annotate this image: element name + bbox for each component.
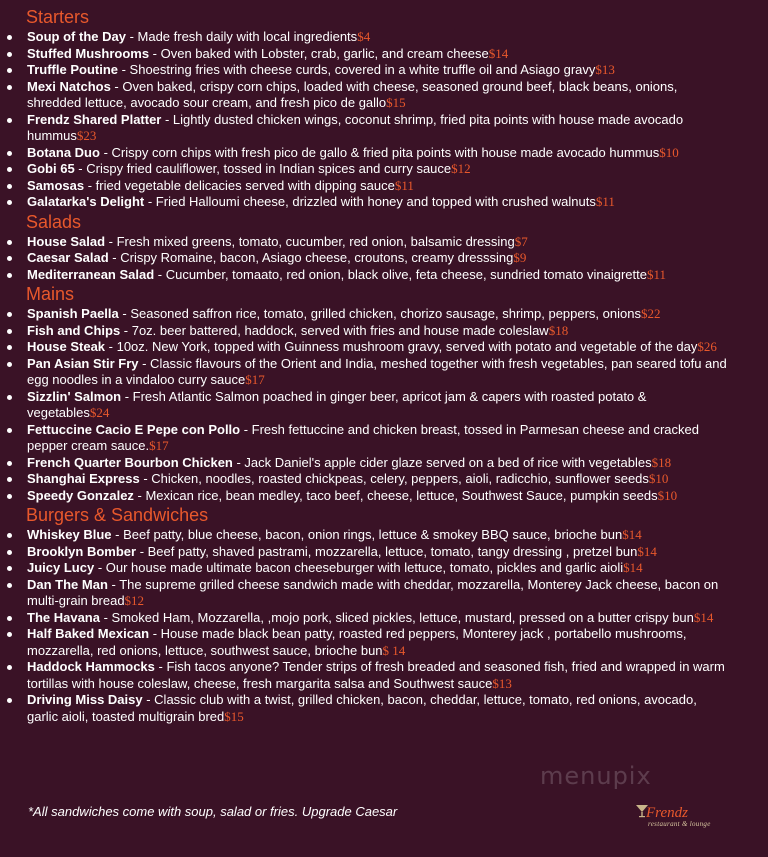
item-name: Spanish Paella: [27, 306, 119, 321]
item-name: Soup of the Day: [27, 29, 126, 44]
item-description: - Made fresh daily with local ingredients: [125, 29, 358, 44]
item-description: - Seasoned saffron rice, tomato, grilled chicken, chorizo sausage, shrimp, peppers, onions: [118, 306, 641, 321]
section-title: Salads: [26, 211, 82, 232]
logo-tagline: restaurant & lounge: [648, 820, 711, 828]
section-title: Mains: [26, 284, 75, 304]
menu-item: [0, 29, 768, 46]
item-price: $18: [651, 454, 672, 470]
item-price: $11: [595, 194, 615, 209]
menu-section: [0, 6, 768, 211]
item-price: $15: [224, 708, 244, 724]
item-name: Samosas: [27, 177, 85, 193]
item-price: $14: [637, 543, 657, 559]
item-description: - House made black bean patty, roasted red peppers, Monterey jack , portabello mushrooms, mozzarella, red onions, lettuce, southwest sauce, brioche bun: [27, 626, 687, 658]
item-description: - Shoestring fries with cheese curds, covered in a white truffle oil and Asiago gravy: [118, 62, 596, 77]
menu-item: [0, 389, 768, 422]
item-name: Botana Duo: [27, 144, 100, 160]
item-name: Driving Miss Daisy: [27, 692, 143, 707]
restaurant-logo: [640, 806, 740, 828]
item-price: $12: [124, 593, 145, 608]
item-name: House Steak: [27, 339, 106, 354]
item-description: - Oven baked, crispy corn chips, loaded with cheese, seasoned ground beef, black beans, onions, shredded lettuce, avocado sour cream, and fresh pico de gallo: [27, 78, 678, 110]
menu-section: [0, 504, 768, 725]
menu-item: [0, 692, 768, 725]
item-description: - Crispy corn chips with fresh pico de gallo & fried pita points with house made avocado hummus: [99, 144, 660, 160]
menu-item: [0, 112, 768, 145]
item-name: Half Baked Mexican: [27, 626, 150, 641]
menu-item: [0, 145, 768, 162]
item-name: Gobi 65: [27, 161, 75, 176]
menu-item: [0, 234, 768, 251]
item-price: $24: [89, 405, 110, 420]
menu-item: [0, 544, 768, 561]
item-name: Haddock Hammocks: [27, 659, 155, 674]
item-description: - 10oz. New York, topped with Guinness mushroom gravy, served with potato and vegetable of the day: [105, 339, 698, 354]
item-description: - Classic club with a twist, grilled chicken, bacon, cheddar, lettuce, tomato, red onions, avocado, garlic aioli, toasted multigrain bred: [27, 692, 697, 724]
item-description: - Fresh mixed greens, tomato, cucumber, red onion, balsamic dressing: [105, 233, 515, 249]
item-price: $4: [357, 29, 371, 44]
item-description: - Crispy Romaine, bacon, Asiago cheese, croutons, creamy dresssing: [108, 250, 514, 265]
menu-item: [0, 577, 768, 610]
menu-item: [0, 455, 768, 472]
item-name: Speedy Gonzalez: [27, 487, 134, 503]
item-name: French Quarter Bourbon Chicken: [27, 454, 233, 470]
item-description: - Our house made ultimate bacon cheeseburger with lettuce, tomato, pickles and garlic aioli: [94, 560, 624, 575]
item-description: - Chicken, noodles, roasted chickpeas, celery, peppers, aioli, radicchio, sunflower seeds: [139, 471, 649, 486]
menu-item: [0, 422, 768, 455]
menu-item: [0, 178, 768, 195]
item-description: - Fish tacos anyone? Tender strips of fresh breaded and seasoned fish, fried and wrapped in warm tortillas with house coleslaw, cheese, fresh margarita salsa and Southwest sauce: [27, 659, 725, 691]
item-name: Galatarka's Delight: [27, 194, 145, 209]
item-price: $10: [657, 487, 678, 503]
watermark: menupix: [540, 762, 652, 790]
item-price: $26: [697, 339, 717, 354]
item-name: Mexi Natchos: [27, 78, 111, 94]
item-price: $18: [548, 322, 569, 338]
menu-item-list: [0, 306, 768, 504]
menu-item: [0, 306, 768, 323]
item-name: Caesar Salad: [27, 250, 109, 265]
item-description: - Classic flavours of the Orient and India, meshed together with fresh vegetables, pan seared tofu and egg noodles in a vindaloo curry sauce: [27, 355, 727, 387]
item-description: - Crispy fried cauliflower, tossed in Indian spices and curry sauce: [74, 161, 452, 176]
item-name: Fettuccine Cacio E Pepe con Pollo: [27, 421, 241, 437]
item-price: $14: [623, 560, 643, 575]
item-description: - The supreme grilled cheese sandwich made with cheddar, mozzarella, Monterey Jack cheese, bacon on multi-grain bread: [27, 576, 719, 608]
item-description: - Jack Daniel's apple cider glaze served on a bed of rice with vegetables: [232, 454, 652, 470]
item-name: Sizzlin' Salmon: [27, 388, 122, 404]
item-name: Dan The Man: [27, 576, 108, 592]
menu-section: [0, 211, 768, 284]
item-description: - fried vegetable delicacies served with dipping sauce: [84, 177, 395, 193]
item-price: $22: [640, 306, 661, 321]
menu-item-list: [0, 527, 768, 725]
item-description: - Fresh fettuccine and chicken breast, tossed in Parmesan cheese and cracked pepper cream sauce.: [27, 421, 699, 453]
item-description: - Fresh Atlantic Salmon poached in ginger beer, apricot jam & capers with roasted potato & vegetables: [27, 388, 647, 420]
section-title: Burgers & Sandwiches: [26, 505, 209, 525]
menu-item: [0, 527, 768, 544]
menu-item: [0, 323, 768, 340]
item-description: - 7oz. beer battered, haddock, served with fries and house made coleslaw: [120, 322, 549, 338]
menu-item: [0, 267, 768, 284]
item-description: - Fried Halloumi cheese, drizzled with honey and topped with crushed walnuts: [144, 194, 596, 209]
menu-item: [0, 471, 768, 488]
item-price: $12: [451, 161, 471, 176]
item-description: - Cucumber, tomaato, red onion, black olive, feta cheese, sundried tomato vinaigrette: [154, 266, 647, 282]
menu-item: [0, 194, 768, 211]
item-name: Frendz Shared Platter: [27, 111, 162, 127]
item-price: $11: [646, 266, 667, 282]
logo-name: Frendz: [646, 805, 688, 821]
menu-item: [0, 79, 768, 112]
item-name: Mediterranean Salad: [27, 266, 155, 282]
item-price: $15: [386, 95, 406, 110]
item-price: $17: [245, 372, 265, 387]
item-price: $10: [659, 144, 679, 160]
menu-item: [0, 659, 768, 692]
section-title: Starters: [26, 7, 90, 27]
item-description: - Mexican rice, bean medley, taco beef, cheese, lettuce, Southwest Sauce, pumpkin seeds: [133, 487, 658, 503]
item-description: - Beef patty, blue cheese, bacon, onion rings, lettuce & smokey BBQ sauce, brioche bun: [111, 527, 623, 542]
item-price: $14: [693, 609, 714, 625]
menu-item: [0, 356, 768, 389]
item-name: Brooklyn Bomber: [27, 543, 137, 559]
menu-item: [0, 339, 768, 356]
item-price: $14: [622, 527, 642, 542]
item-description: - Smoked Ham, Mozzarella, ,mojo pork, sliced pickles, lettuce, mustard, pressed on a butter crispy bun: [99, 609, 694, 625]
menu-item-list: [0, 234, 768, 284]
item-name: Fish and Chips: [27, 322, 121, 338]
menu-item: [0, 626, 768, 659]
menu-item: [0, 250, 768, 267]
menu-item: [0, 161, 768, 178]
item-price: $9: [513, 250, 527, 265]
item-name: Shanghai Express: [27, 471, 140, 486]
menu-item-list: [0, 29, 768, 211]
menu-item: [0, 488, 768, 505]
item-name: House Salad: [27, 233, 106, 249]
item-price: $17: [149, 438, 169, 453]
item-price: $13: [595, 62, 615, 77]
item-description: - Oven baked with Lobster, crab, garlic, and cream cheese: [149, 45, 489, 61]
item-price: $10: [648, 471, 669, 486]
item-name: Stuffed Mushrooms: [27, 45, 150, 61]
item-name: Whiskey Blue: [27, 527, 112, 542]
item-price: $14: [488, 45, 509, 61]
item-price: $11: [394, 177, 414, 193]
menu: [0, 6, 768, 725]
menu-section: [0, 283, 768, 504]
item-name: Truffle Poutine: [27, 62, 118, 77]
menu-item: [0, 610, 768, 627]
cocktail-glass-icon: [634, 802, 650, 818]
item-name: The Havana: [27, 609, 100, 625]
item-description: - Beef patty, shaved pastrami, mozzarella, lettuce, tomato, tangy dressing , pretzel bun: [136, 543, 638, 559]
item-price: $13: [492, 675, 512, 691]
menu-item: [0, 62, 768, 79]
item-description: - Lightly dusted chicken wings, coconut shrimp, fried pita points with house made avocado hummus: [27, 111, 684, 143]
footnote: *All sandwiches come with soup, salad or fries. Upgrade Caesar: [28, 804, 398, 819]
item-name: Juicy Lucy: [27, 560, 95, 575]
item-price: $23: [76, 128, 97, 143]
item-name: Pan Asian Stir Fry: [27, 355, 139, 371]
item-price: $7: [514, 233, 528, 249]
item-price: $ 14: [382, 642, 406, 658]
menu-item: [0, 46, 768, 63]
menu-item: [0, 560, 768, 577]
